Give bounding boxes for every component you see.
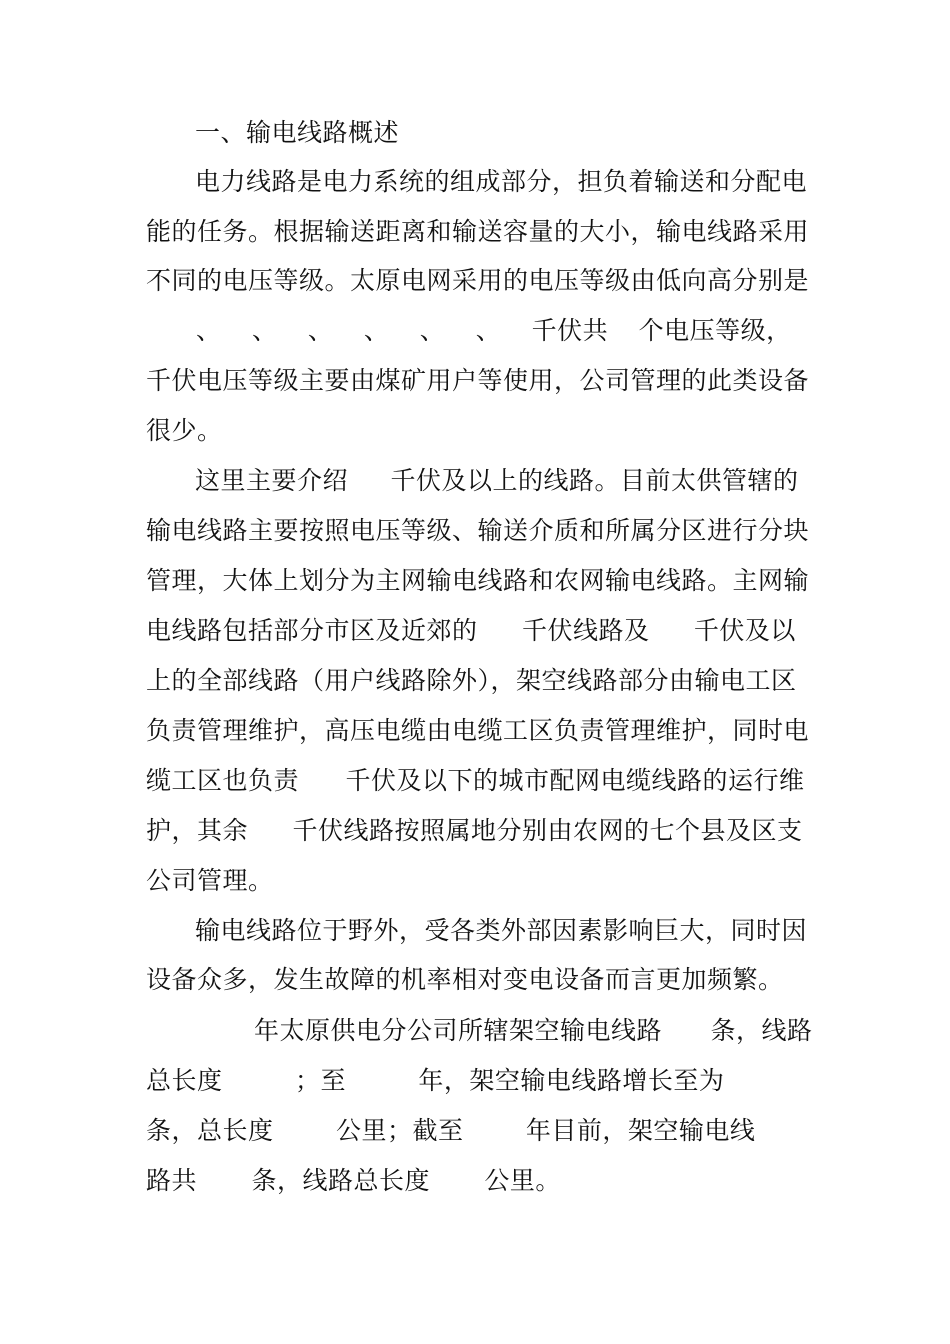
paragraph-1-line-1: 电力线路是电力系统的组成部分，担负着输送和分配电: [195, 167, 808, 196]
paragraph-2-line-6: 负责管理维护，高压电缆由电缆工区负责管理维护，同时电: [146, 716, 810, 745]
paragraph-1-line-5: 千伏电压等级主要由煤矿用户等使用，公司管理的此类设备: [146, 366, 810, 395]
paragraph-2-line-3: 管理，大体上划分为主网输电线路和农网输电线路。主网输: [146, 566, 810, 595]
paragraph-1-line-4: 、 、 、 、 、 、 千伏共 个电压等级，: [196, 316, 792, 345]
paragraph-2-line-7: 缆工区也负责 千伏及以下的城市配网电缆线路的运行维: [146, 766, 805, 795]
paragraph-1-line-2: 能的任务。根据输送距离和输送容量的大小，输电线路采用: [146, 217, 810, 246]
paragraph-4-line-2: 总长度 ；至 年，架空输电线路增长至为: [146, 1066, 725, 1095]
paragraph-4-line-1: 年太原供电分公司所辖架空输电线路 条，线路: [254, 1016, 813, 1045]
paragraph-4-line-3: 条，总长度 公里；截至 年目前，架空输电线: [146, 1116, 756, 1145]
paragraph-3-line-2: 设备众多，发生故障的机率相对变电设备而言更加频繁。: [146, 965, 784, 994]
paragraph-2-line-4: 电线路包括部分市区及近郊的 千伏线路及 千伏及以: [146, 616, 796, 645]
paragraph-2-line-5: 上的全部线路（用户线路除外），架空线路部分由输电工区: [146, 666, 797, 695]
paragraph-3-line-1: 输电线路位于野外，受各类外部因素影响巨大，同时因: [195, 916, 808, 945]
paragraph-2-line-2: 输电线路主要按照电压等级、输送介质和所属分区进行分块: [146, 516, 810, 545]
paragraph-1-line-3: 不同的电压等级。太原电网采用的电压等级由低向高分别是: [146, 266, 810, 295]
section-heading: 一、输电线路概述: [195, 118, 400, 147]
paragraph-1-line-6: 很少。: [146, 416, 223, 445]
paragraph-4-line-4: 路共 条，线路总长度 公里。: [146, 1166, 561, 1195]
paragraph-2-line-9: 公司管理。: [146, 866, 274, 895]
paragraph-2-line-1: 这里主要介绍 千伏及以上的线路。目前太供管辖的: [195, 466, 799, 495]
paragraph-2-line-8: 护，其余 千伏线路按照属地分别由农网的七个县及区支: [146, 816, 803, 845]
